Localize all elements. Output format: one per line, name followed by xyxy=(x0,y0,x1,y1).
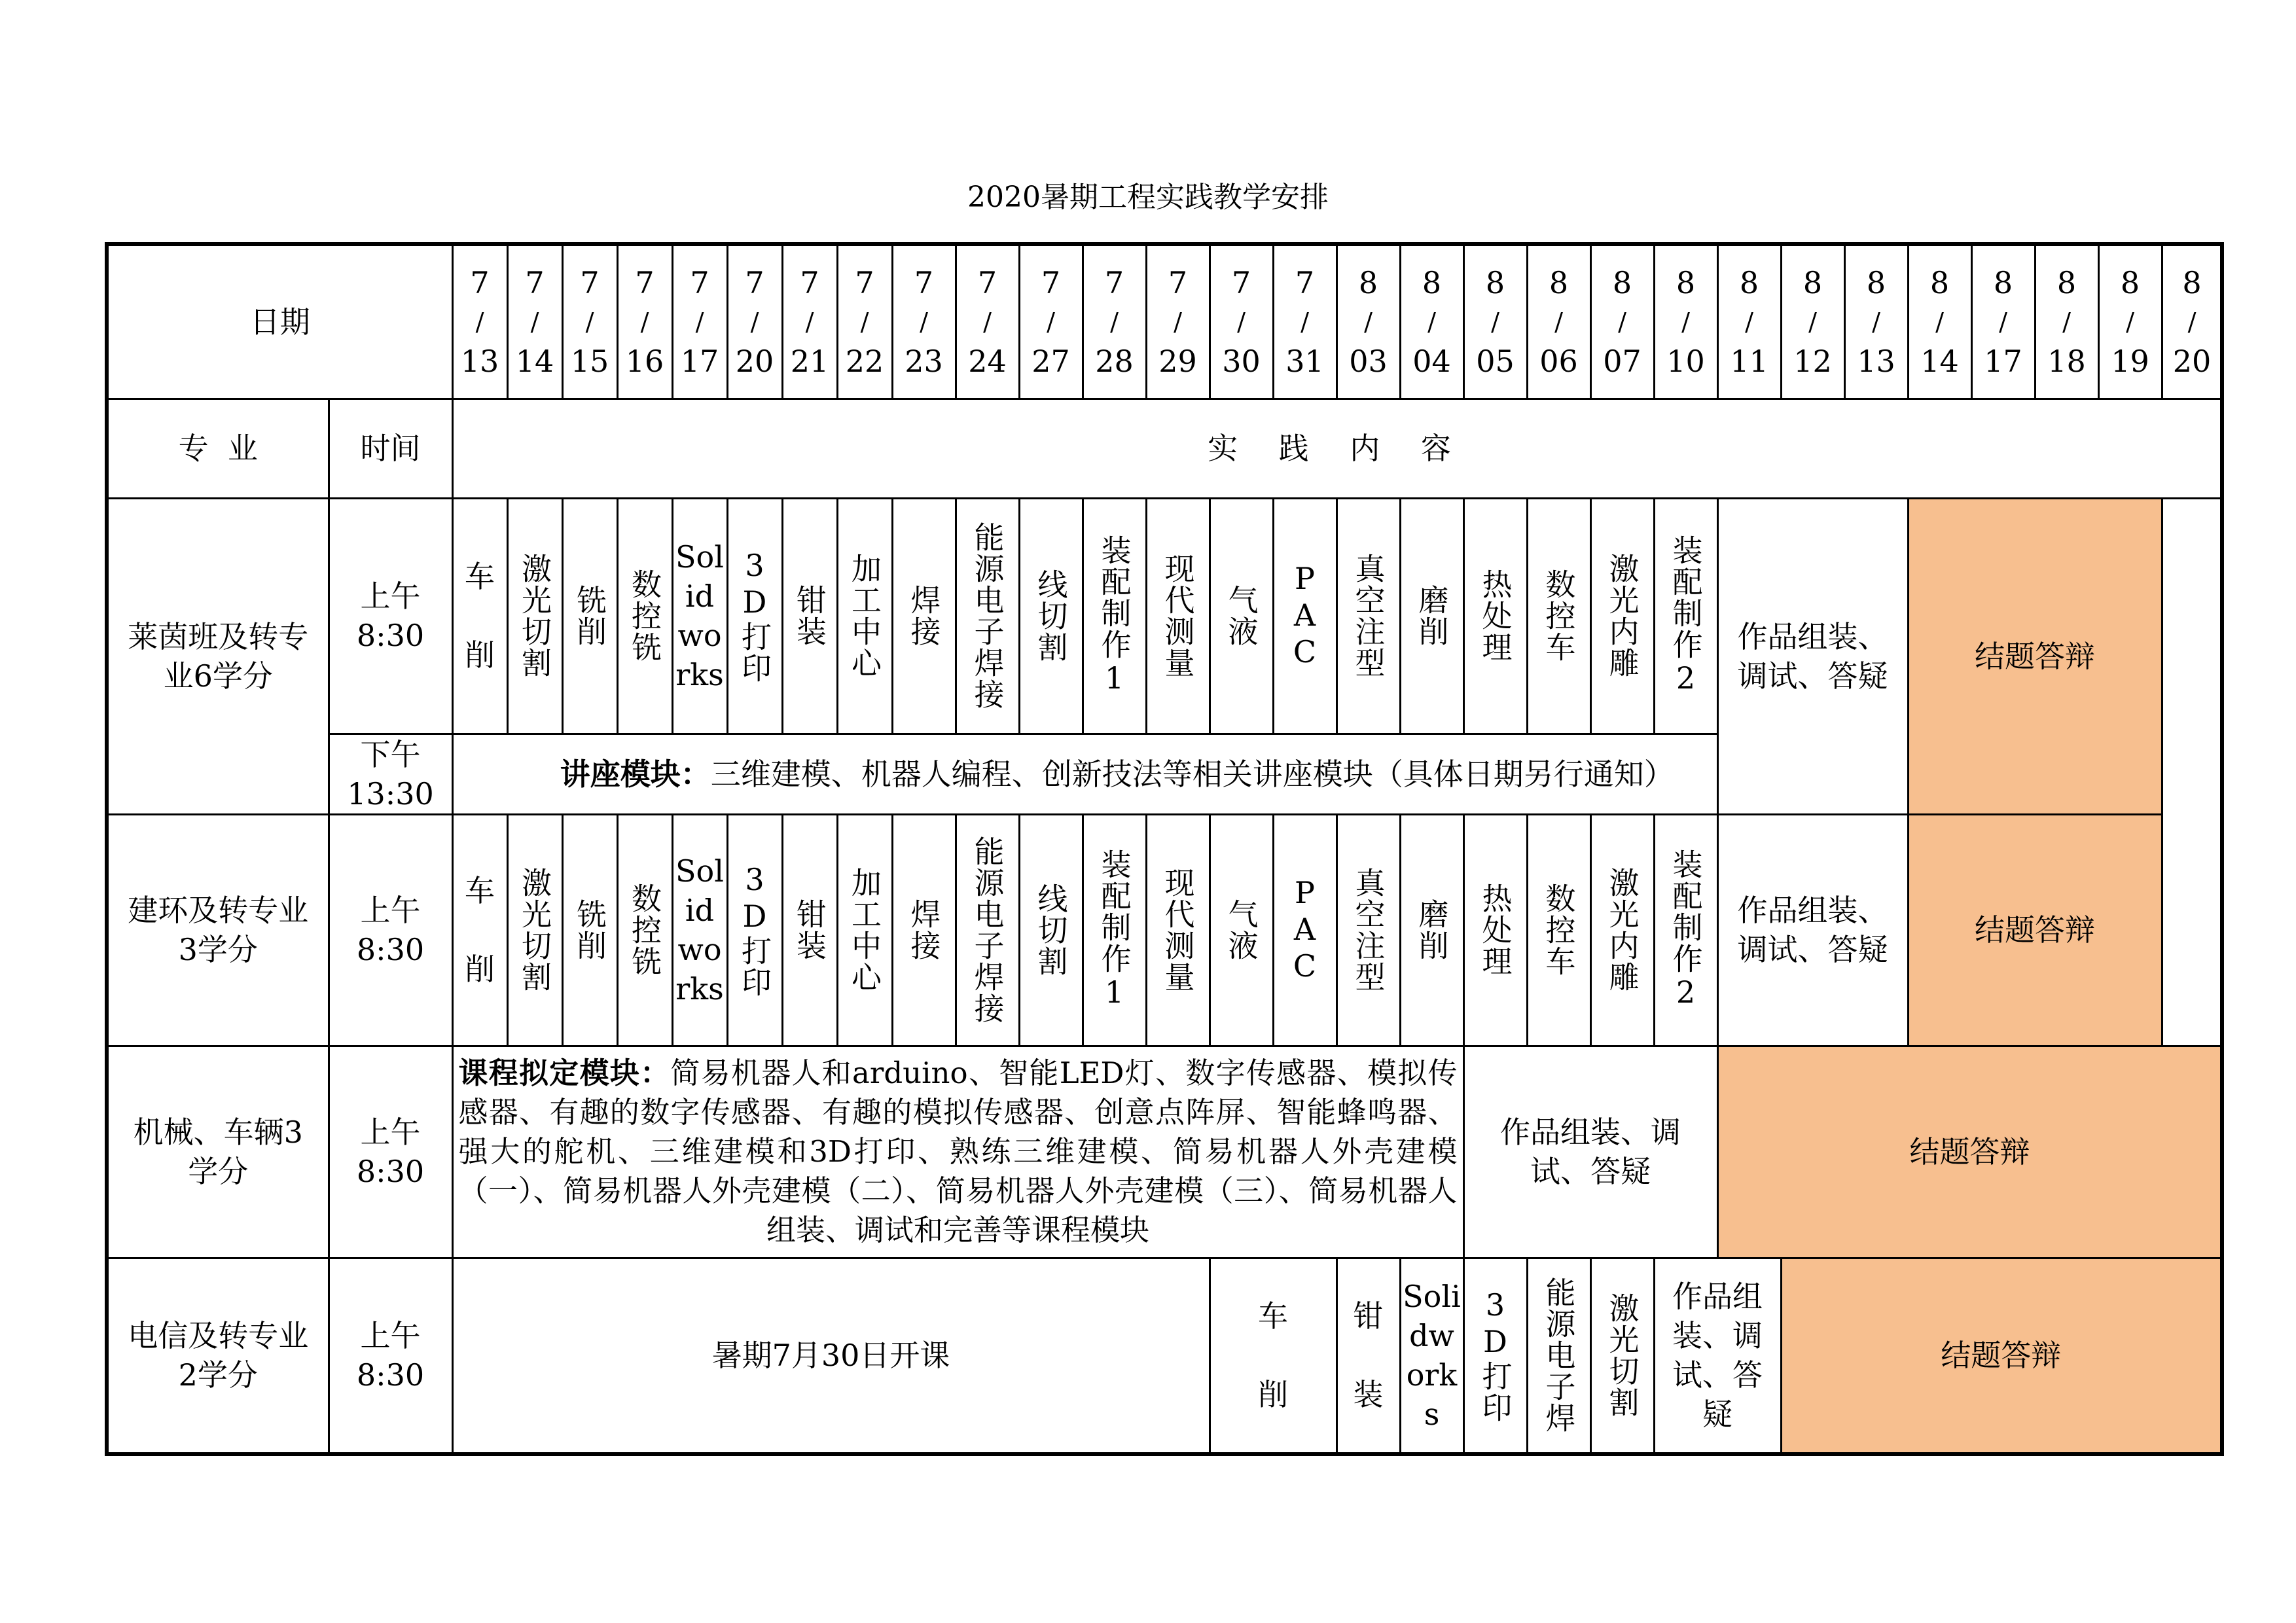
module-lathe: 车 削 xyxy=(1210,1258,1336,1454)
column-header-row xyxy=(107,399,2222,498)
date-cell: 8 / 14 xyxy=(1908,244,1971,399)
date-header-row xyxy=(107,244,2222,399)
module-cell: 钳装 xyxy=(782,498,837,734)
module-laser-cutting: 激光切割 xyxy=(1590,1258,1654,1454)
module-cell: 加工中心 xyxy=(837,814,892,1046)
date-cell: 7 / 17 xyxy=(672,244,727,399)
module-cell: 热处理 xyxy=(1463,814,1527,1046)
date-cell: 8 / 10 xyxy=(1654,244,1717,399)
lecture-label: 讲座模块： xyxy=(560,756,711,792)
date-cell: 7 / 22 xyxy=(837,244,892,399)
lecture-text: 三维建模、机器人编程、创新技法等相关讲座模块（具体日期另行通知） xyxy=(710,756,1674,792)
module-cell: 焊接 xyxy=(892,814,956,1046)
start-note: 暑期7月30日开课 xyxy=(452,1258,1210,1454)
module-cell: 装配制作1 xyxy=(1083,814,1146,1046)
major-cell: 机械、车辆3学分 xyxy=(107,1046,329,1258)
date-cell: 7 / 29 xyxy=(1146,244,1210,399)
content-header: 实 践 内 容 xyxy=(452,399,2222,498)
date-cell: 7 / 13 xyxy=(452,244,507,399)
module-cell: 铣削 xyxy=(562,498,617,734)
date-cell: 8 / 03 xyxy=(1336,244,1400,399)
date-cell: 7 / 21 xyxy=(782,244,837,399)
module-cell: 线切割 xyxy=(1019,498,1083,734)
course-module xyxy=(452,1046,1463,1258)
date-cell: 7 / 27 xyxy=(1019,244,1083,399)
row2 xyxy=(107,814,2222,1046)
date-header: 日期 xyxy=(107,244,452,399)
defense-cell: 结题答辩 xyxy=(1908,498,2162,814)
module-lathe: 车 削 xyxy=(452,814,507,1046)
date-cell: 8 / 17 xyxy=(1971,244,2035,399)
defense-cell: 结题答辩 xyxy=(1908,814,2162,1046)
date-cell: 7 / 24 xyxy=(956,244,1019,399)
module-cell: 激光内雕 xyxy=(1590,814,1654,1046)
schedule-table xyxy=(105,242,2224,1456)
module-cell: 能源电子焊接 xyxy=(956,498,1019,734)
date-cell: 8 / 04 xyxy=(1400,244,1463,399)
date-cell: 7 / 15 xyxy=(562,244,617,399)
assembly-cell: 作品组装、调试、答疑 xyxy=(1717,814,1908,1046)
date-cell: 8 / 13 xyxy=(1844,244,1908,399)
module-cell: 装配制作2 xyxy=(1654,498,1717,734)
module-cell: 数控铣 xyxy=(617,814,672,1046)
module-cell: 激光内雕 xyxy=(1590,498,1654,734)
module-cell: 线切割 xyxy=(1019,814,1083,1046)
time-header: 时间 xyxy=(329,399,452,498)
date-cell: 8 / 20 xyxy=(2162,244,2222,399)
major-cell: 莱茵班及转专业6学分 xyxy=(107,498,329,814)
module-cell: 能源电子焊接 xyxy=(956,814,1019,1046)
time-cell: 上午 8:30 xyxy=(329,498,452,734)
date-cell: 8 / 11 xyxy=(1717,244,1781,399)
module-cell: 加工中心 xyxy=(837,498,892,734)
date-cell: 7 / 20 xyxy=(727,244,782,399)
module-cell: PAC xyxy=(1273,498,1336,734)
module-cell: 装配制作1 xyxy=(1083,498,1146,734)
module-cell: 激光切割 xyxy=(507,814,562,1046)
assembly-cell: 作品组装、调试、答疑 xyxy=(1463,1046,1717,1258)
assembly-cell: 作品组装、调试、答疑 xyxy=(1654,1258,1781,1454)
row1-morning xyxy=(107,498,2222,734)
date-cell: 7 / 28 xyxy=(1083,244,1146,399)
time-cell: 上午 8:30 xyxy=(329,1046,452,1258)
time-cell: 上午 8:30 xyxy=(329,814,452,1046)
defense-cell: 结题答辩 xyxy=(1717,1046,2222,1258)
module-cell: 真空注型 xyxy=(1336,498,1400,734)
module-energy-welding: 能源电子焊 xyxy=(1527,1258,1590,1454)
date-cell: 7 / 23 xyxy=(892,244,956,399)
module-cell: 数控车 xyxy=(1527,814,1590,1046)
date-cell: 7 / 16 xyxy=(617,244,672,399)
module-cell: 3D打印 xyxy=(727,814,782,1046)
module-solidworks: Solidworks xyxy=(1400,1258,1463,1454)
major-cell: 建环及转专业3学分 xyxy=(107,814,329,1046)
module-cell: 气液 xyxy=(1210,498,1273,734)
course-text: 简易机器人和arduino、智能LED灯、数字传感器、模拟传感器、有趣的数字传感器、有趣的模拟传感器、创意点阵屏、智能蜂鸣器、强大的舵机、三维建模和3D打印、熟练三维建模、简易机器人外壳建模（一）、简易机器人外壳建模（二）、简易机器人外壳建模（三）、简易机器人组装、调试和完善等课程模块 xyxy=(458,1056,1458,1247)
module-cell: 焊接 xyxy=(892,498,956,734)
module-cell: 现代测量 xyxy=(1146,814,1210,1046)
date-cell: 7 / 30 xyxy=(1210,244,1273,399)
defense-cell: 结题答辩 xyxy=(1781,1258,2222,1454)
module-clamp: 钳 装 xyxy=(1336,1258,1400,1454)
module-cell: Solidworks xyxy=(672,814,727,1046)
major-header: 专 业 xyxy=(107,399,329,498)
module-cell: Solidworks xyxy=(672,498,727,734)
module-cell: 3D打印 xyxy=(727,498,782,734)
course-label: 课程拟定模块： xyxy=(458,1056,671,1090)
module-cell: 气液 xyxy=(1210,814,1273,1046)
module-lathe: 车 削 xyxy=(452,498,507,734)
date-cell: 8 / 19 xyxy=(2098,244,2162,399)
module-cell: PAC xyxy=(1273,814,1336,1046)
module-cell: 数控铣 xyxy=(617,498,672,734)
module-cell: 装配制作2 xyxy=(1654,814,1717,1046)
module-cell: 磨削 xyxy=(1400,814,1463,1046)
module-cell: 数控车 xyxy=(1527,498,1590,734)
time-cell: 上午 8:30 xyxy=(329,1258,452,1454)
module-cell: 热处理 xyxy=(1463,498,1527,734)
date-cell: 7 / 14 xyxy=(507,244,562,399)
date-cell: 8 / 05 xyxy=(1463,244,1527,399)
module-cell: 钳装 xyxy=(782,814,837,1046)
page-title: 2020暑期工程实践教学安排 xyxy=(967,181,1329,214)
date-cell: 8 / 07 xyxy=(1590,244,1654,399)
module-cell: 现代测量 xyxy=(1146,498,1210,734)
date-cell: 7 / 31 xyxy=(1273,244,1336,399)
row4 xyxy=(107,1258,2222,1454)
date-cell: 8 / 06 xyxy=(1527,244,1590,399)
module-cell: 激光切割 xyxy=(507,498,562,734)
module-3d-print: 3D打印 xyxy=(1463,1258,1527,1454)
time-cell: 下午 13:30 xyxy=(329,734,452,814)
module-cell: 磨削 xyxy=(1400,498,1463,734)
date-cell: 8 / 18 xyxy=(2035,244,2098,399)
date-cell: 8 / 12 xyxy=(1781,244,1844,399)
module-cell: 真空注型 xyxy=(1336,814,1400,1046)
major-cell: 电信及转专业2学分 xyxy=(107,1258,329,1454)
assembly-cell: 作品组装、调试、答疑 xyxy=(1717,498,1908,814)
row3 xyxy=(107,1046,2222,1258)
lecture-module xyxy=(452,734,1781,814)
module-cell: 铣削 xyxy=(562,814,617,1046)
